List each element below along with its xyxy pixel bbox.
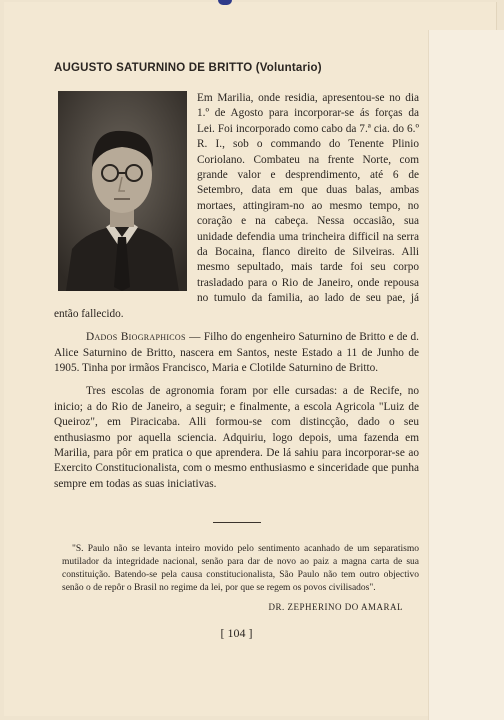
bio-heading: Dados Biographicos —: [86, 331, 201, 344]
paper-edge-strip: [428, 30, 504, 720]
intro-block: [54, 91, 419, 322]
portrait-photo: [58, 91, 187, 291]
portrait-image: [58, 91, 187, 291]
intro-text: Em Marilia, onde residia, apresentou-se no dia 1.º de Agosto para incorporar-se ás forças da Lei. Foi incorporado como cabo da 7.ª cia. do 6.º R. I., sob o commando do Tenente Plinio Coriolano. Combateu na frente Norte, com grande valor e desprendimento, até 6 de Setembro, data em que duas balas, ambas mortaes, attingiram-no ao mesmo tempo, no coração e na cabeça. Nessa occasião, sua unidade defendia uma trincheira difficil na serra da Bocaina, flanco direito de Silveiras. Alli mesmo sepultado, mais tarde foi seu corpo trasladado para o Rio de Janeiro, onde repousa no tumulo da familia, ao lado de seu pae, já então fallecido.: [54, 92, 419, 320]
article-title: AUGUSTO SATURNINO DE BRITTO (Voluntario): [54, 62, 322, 74]
quote-author: DR. ZEPHERINO DO AMARAL: [268, 602, 403, 613]
bio-text: Filho do engenheiro Saturnino de Britto e de d. Alice Saturnino de Britto, nascera em Santos, neste Estado a 11 de Junho de 1905. Tinha por irmãos Francisco, Maria e Clotilde Saturnino de Britto.: [54, 331, 419, 374]
page-number: [ 104 ]: [220, 626, 253, 641]
bio-paragraph: [54, 330, 419, 376]
quote: "S. Paulo não se levanta inteiro movido pelo sentimento acanhado de um separatismo mutilador da integridade nacional, senão para dar de novo ao paiz a magna carta de sua constituição. Batendo-se pela causa constitucionalista, São Paulo não tem outro objectivo senão o de repôr o Brasil no regime da lei, por que se regem os povos civilisados".: [62, 544, 419, 593]
education-paragraph: Tres escolas de agronomia foram por elle cursadas: a de Recife, no inicio; a do Rio de Janeiro, a seguir; e finalmente, a escola Agricola "Luiz de Queiroz", em Piracicaba. Alli formou-se com distincção, dado o seu enthusiasmo por aquella sciencia. Adquiriu, logo depois, uma fazenda em Marilia, para pôr em pratica o que aprendera. De lá sahiu para incorporar-se ao Exercito Constitucionalista, com o mesmo enthusiasmo e sinceridade que punha sempre em todas as suas iniciativas.: [54, 385, 419, 490]
divider: [213, 522, 261, 523]
article: [54, 62, 419, 641]
